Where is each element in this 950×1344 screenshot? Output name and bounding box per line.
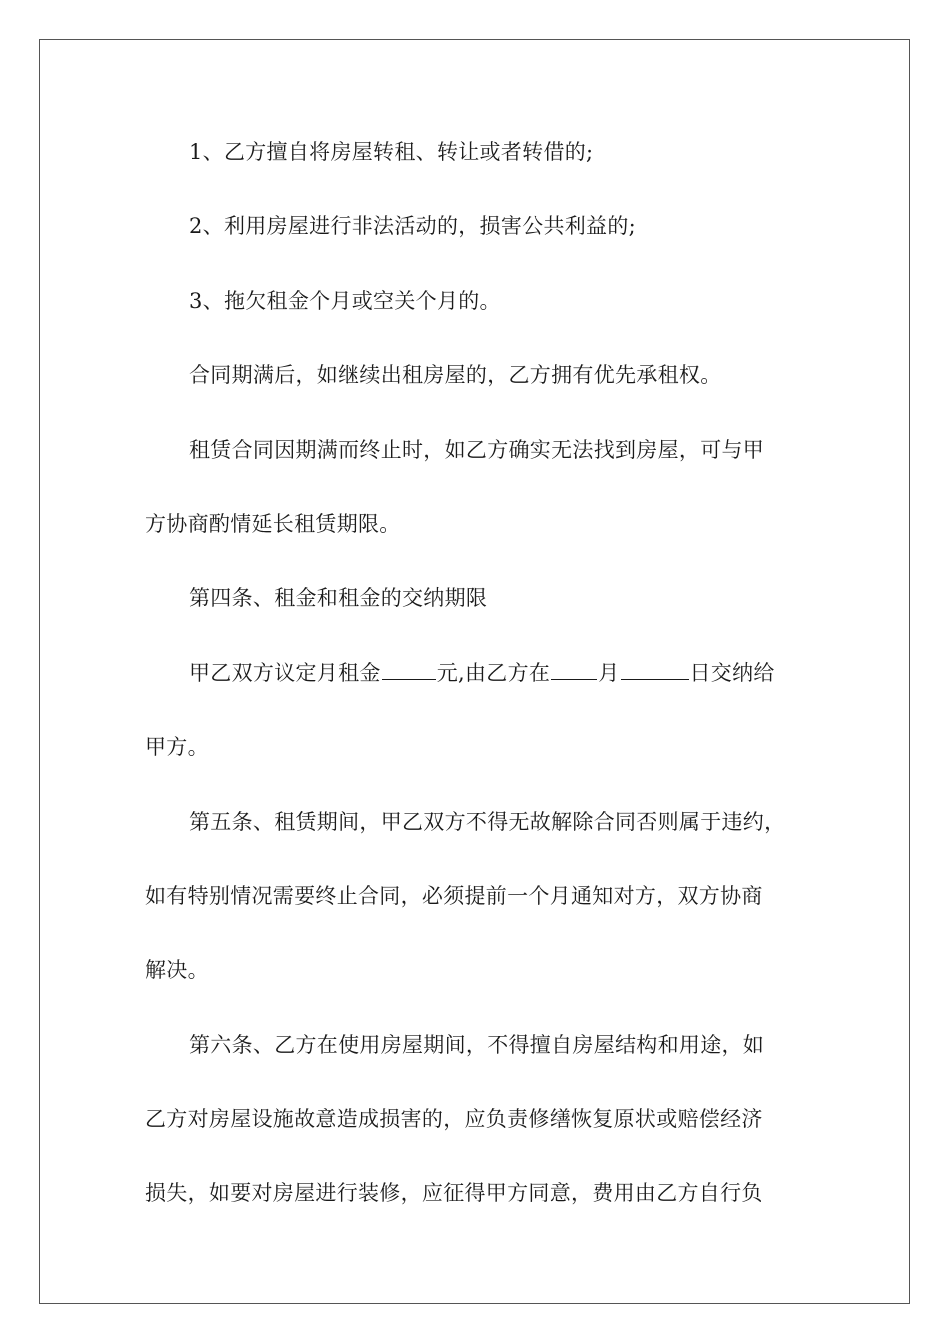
clause-item-3: 3、拖欠租金个月或空关个月的。 [189,288,501,313]
rent-text-part-1: 甲乙双方议定月租金 [189,660,381,685]
rent-text-part-2: 元,由乙方在 [436,660,551,685]
article-5-line-2: 如有特别情况需要终止合同，必须提前一个月通知对方，双方协商 [145,883,763,908]
clause-item-2: 2、利用房屋进行非法活动的，损害公共利益的; [189,214,637,239]
rent-amount-blank[interactable] [382,655,436,680]
article-4-heading: 第四条、租金和租金的交纳期限 [189,586,488,611]
payment-day-blank[interactable] [621,655,689,680]
rent-text-part-3: 月 [598,660,620,685]
renewal-paragraph: 合同期满后，如继续出租房屋的，乙方拥有优先承租权。 [189,363,722,388]
extension-paragraph-line-1: 租赁合同因期满而终止时，如乙方确实无法找到房屋，可与甲 [189,437,765,462]
clause-item-1: 1、乙方擅自将房屋转租、转让或者转借的; [189,140,594,164]
article-6-line-2: 乙方对房屋设施故意造成损害的，应负责修缮恢复原状或赔偿经济 [145,1107,763,1132]
extension-paragraph-line-2: 方协商酌情延长租赁期限。 [145,511,401,536]
document-body [145,122,805,1238]
article-6-line-3: 损失，如要对房屋进行装修，应征得甲方同意，费用由乙方自行负 [145,1181,763,1206]
article-5-line-3: 解决。 [145,958,209,983]
payment-month-blank[interactable] [551,655,597,680]
rent-text-part-4: 日交纳给 [689,660,775,685]
article-6-line-1: 第六条、乙方在使用房屋期间，不得擅自房屋结构和用途，如 [189,1032,765,1057]
article-5-line-1: 第五条、租赁期间，甲乙双方不得无故解除合同否则属于违约， [189,809,786,834]
rent-terms-line [145,643,805,717]
rent-terms-line-2: 甲方。 [145,735,209,760]
